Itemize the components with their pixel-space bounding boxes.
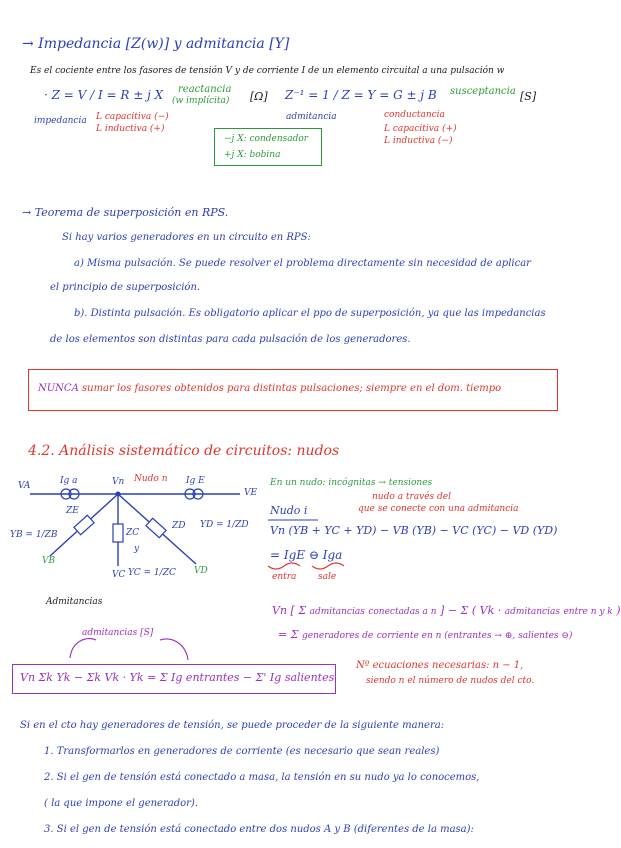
general-eq-line2: = Σ generadores de corriente en n (entrantes → ⊕, salientes ⊖) bbox=[278, 628, 573, 641]
va-label: VA bbox=[18, 481, 31, 491]
incognitas-note: En un nudo: incógnitas → tensiones bbox=[270, 478, 433, 488]
nudo-equation-1: Vn (YB + YC + YD) − VB (YB) − VC (YC) − VD (YD) bbox=[270, 524, 558, 537]
capacitiva-neg: L capacitiva (−) bbox=[96, 112, 169, 122]
step-1: 1. Transformarlos en generadores de corriente (es necesario que sean reales) bbox=[44, 746, 440, 757]
reactancia-label: reactancia bbox=[178, 84, 232, 95]
intro-cociente: Es el cociente entre los fasores de tensión V y de corriente I de un elemento circuital a una pulsación w bbox=[30, 66, 505, 76]
conductancia-label: conductancia bbox=[384, 110, 445, 120]
nudo-a-traves: nudo a través del bbox=[372, 492, 452, 502]
ze-label: ZE bbox=[66, 506, 79, 516]
nudo-n-label: Nudo n bbox=[134, 474, 168, 484]
section-title-nudos: 4.2. Análisis sistemático de circuitos: nudos bbox=[28, 443, 340, 459]
warning-rest: sumar los fasores obtenidos para distintas pulsaciones; siempre en el dom. tiempo bbox=[82, 383, 502, 394]
que-se-conecte: que se conecte con una admitancia bbox=[358, 504, 519, 514]
ige-label: Ig E bbox=[186, 476, 205, 486]
zc-label: ZC bbox=[126, 528, 140, 538]
step-2a: 2. Si el gen de tensión está conectado a masa, la tensión en su nudo ya lo conocemos, bbox=[44, 772, 480, 783]
inductiva-pos: L inductiva (+) bbox=[96, 124, 165, 134]
step-2b: ( la que impone el generador). bbox=[44, 798, 198, 809]
sale-label: sale bbox=[318, 572, 337, 582]
section-title-impedancia: → Impedancia [Z(w)] y admitancia [Y] bbox=[22, 36, 290, 52]
z-inverse-formula: Z⁻¹ = 1 / Z = Y = G ± j B bbox=[285, 88, 437, 102]
iga-label: Ig a bbox=[60, 476, 78, 486]
impedance-zc bbox=[113, 524, 123, 542]
key-formula: Vn Σk Yk − Σk Vk · Yk = Σ Ig entrantes − Σ' Ig salientes bbox=[20, 671, 335, 684]
vc-label: VC bbox=[112, 570, 126, 580]
yd-label: YD = 1/ZD bbox=[200, 520, 249, 530]
siemens-unit: [S] bbox=[520, 90, 537, 103]
distinta-pulsacion-line1: b). Distinta pulsación. Es obligatorio aplicar el ppo de superposición, ya que las impedancias bbox=[74, 308, 546, 319]
ohm-unit: [Ω] bbox=[250, 90, 268, 103]
admitancias-caption: Admitancias bbox=[46, 597, 103, 607]
gen-tension-intro: Si en el cto hay generadores de tensión, se puede proceder de la siguiente manera: bbox=[20, 720, 445, 731]
condensador-label: −j X: condensador bbox=[224, 134, 309, 144]
y-label: y bbox=[134, 544, 140, 554]
yc-label: YC = 1/ZC bbox=[128, 568, 176, 578]
capacitiva-pos: L capacitiva (+) bbox=[384, 124, 457, 134]
vb-label: VB bbox=[42, 556, 56, 566]
vd-label: VD bbox=[194, 566, 208, 576]
impedancia-label: impedancia bbox=[34, 116, 87, 126]
inductiva-neg: L inductiva (−) bbox=[384, 136, 453, 146]
z-formula: · Z = V / I = R ± j X bbox=[44, 88, 164, 102]
admitancias-s-label: admitancias [S] bbox=[82, 628, 154, 638]
distinta-pulsacion-line2: de los elementos son distintas para cada pulsación de los generadores. bbox=[50, 334, 411, 345]
bobina-label: +j X: bobina bbox=[224, 150, 281, 160]
nudo-i-label: Nudo i bbox=[270, 504, 308, 517]
step-3: 3. Si el gen de tensión está conectado entre dos nudos A y B (diferentes de la masa): bbox=[44, 824, 474, 835]
yb-label: YB = 1/ZB bbox=[10, 530, 58, 540]
nudo-equation-2: = IgE ⊖ Iga bbox=[270, 548, 343, 562]
general-eq-line1: Vn [ Σ admitancias conectadas a n ] − Σ ( Vk · admitancias entre n y k ) bbox=[272, 604, 621, 617]
section-title-superposicion: → Teorema de superposición en RPS. bbox=[22, 206, 229, 219]
admitancia-label: admitancia bbox=[286, 112, 337, 122]
misma-pulsacion-line2: el principio de superposición. bbox=[50, 282, 201, 293]
susceptancia-label: susceptancia bbox=[450, 86, 516, 97]
entra-label: entra bbox=[272, 572, 297, 582]
w-implicita-label: (w implícita) bbox=[172, 96, 230, 106]
vn-label: Vn bbox=[112, 477, 125, 487]
ve-label: VE bbox=[244, 488, 258, 498]
zd-label: ZD bbox=[172, 521, 186, 531]
num-ecuaciones-1: Nº ecuaciones necesarias: n − 1, bbox=[356, 660, 524, 671]
num-ecuaciones-2: siendo n el número de nudos del cto. bbox=[366, 676, 535, 686]
nunca-word: NUNCA bbox=[38, 383, 79, 394]
superposicion-intro: Si hay varios generadores en un circuito en RPS: bbox=[62, 232, 311, 243]
misma-pulsacion-line1: a) Misma pulsación. Se puede resolver el problema directamente sin necesidad de aplicar bbox=[74, 258, 531, 269]
